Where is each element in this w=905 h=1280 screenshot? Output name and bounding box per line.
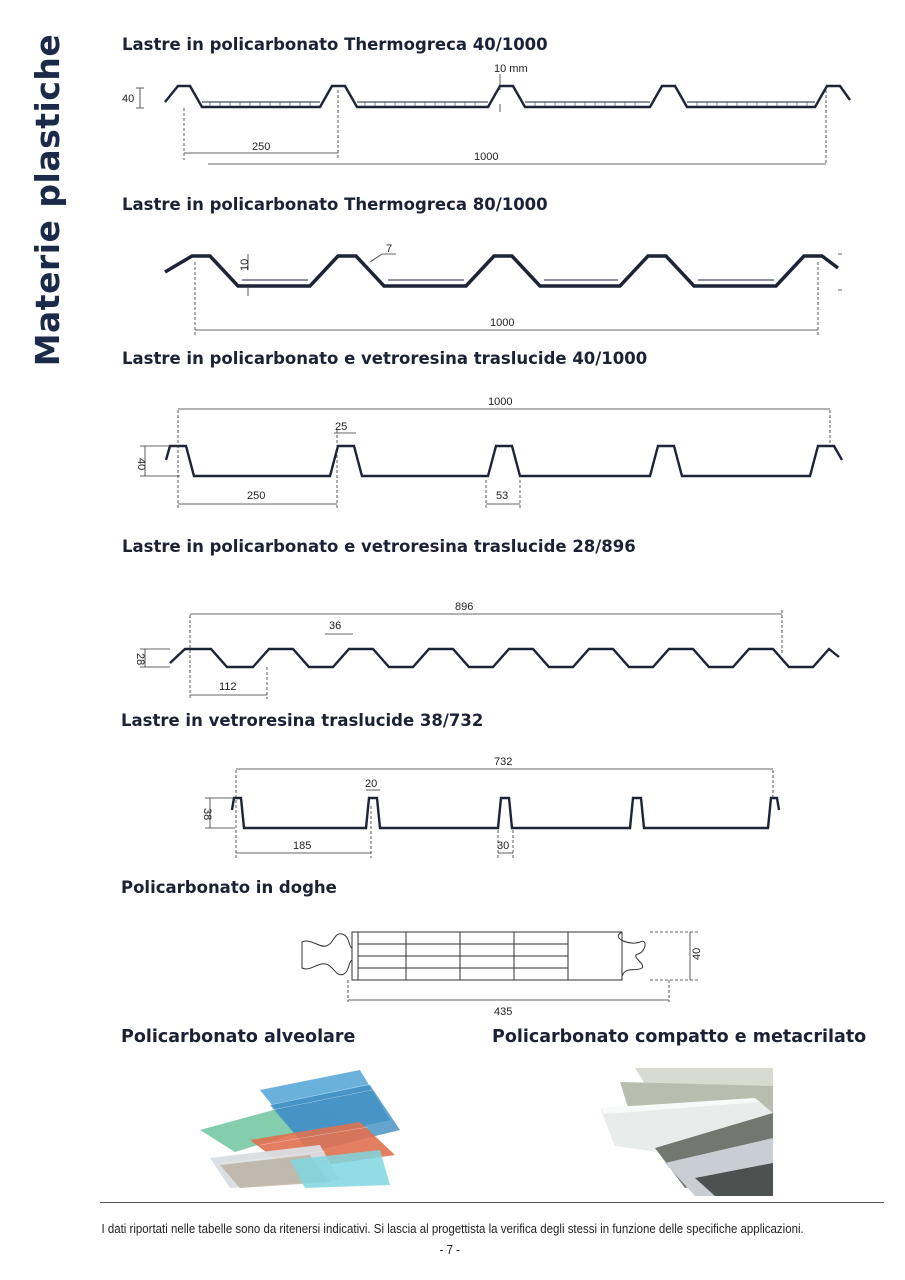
profile-drawing-thermogreca-40	[110, 60, 860, 170]
dim-height: 28	[134, 653, 146, 666]
photo-alveolare-art	[190, 1060, 405, 1190]
profile-outline	[165, 256, 838, 286]
profile-outline	[232, 798, 779, 828]
dim-wall: 10 mm	[494, 63, 528, 75]
section-title-alveolare: Policarbonato alveolare	[121, 1027, 356, 1047]
dim-pitch: 250	[247, 490, 266, 502]
footer-divider	[100, 1202, 884, 1203]
section-title-traslucide-28: Lastre in policarbonato e vetroresina traslucide 28/896	[122, 537, 636, 556]
plank-section	[302, 932, 645, 980]
dim-width: 1000	[490, 317, 515, 329]
profile-drawing-doghe	[290, 920, 730, 1030]
dim-height: 40	[122, 93, 135, 105]
sidebar-title-text: Materie plastiche	[28, 33, 67, 367]
page-number: - 7 -	[439, 1243, 461, 1257]
dim-base: 53	[496, 490, 509, 502]
dim-pitch: 112	[219, 681, 237, 693]
profile-outline	[166, 446, 842, 476]
profile-drawing-thermogreca-80	[150, 240, 860, 340]
footer-note: I dati riportati nelle tabelle sono da ritenersi indicativi. Si lascia al progettista la verifica degli stessi in funzione delle specifiche applicazioni.	[101, 1222, 804, 1236]
sidebar-title	[28, 20, 68, 380]
dim-height: 40	[691, 947, 703, 960]
section-title-traslucide-40: Lastre in policarbonato e vetroresina traslucide 40/1000	[122, 349, 648, 368]
section-title-thermogreca-40: Lastre in policarbonato Thermogreca 40/1000	[122, 35, 548, 54]
section-title-doghe: Policarbonato in doghe	[121, 878, 337, 897]
dim-width: 1000	[474, 151, 499, 163]
section-title-vetroresina-38: Lastre in vetroresina traslucide 38/732	[121, 711, 484, 730]
dim-pitch: 185	[293, 840, 312, 852]
dim-base: 30	[497, 840, 510, 852]
profile-outline	[170, 649, 839, 667]
dim-width: 896	[455, 601, 474, 613]
photo-compatto	[595, 1068, 773, 1196]
dim-crest: 20	[365, 778, 378, 790]
dim-width: 1000	[488, 396, 513, 408]
dim-crest: 25	[335, 421, 348, 433]
dim-width: 732	[494, 756, 513, 768]
photo-compatto-art	[595, 1068, 773, 1196]
profile-drawing-traslucide-28	[115, 595, 855, 705]
dim-crest: 36	[329, 620, 342, 632]
dim-height: 40	[135, 458, 147, 471]
section-title-thermogreca-80: Lastre in policarbonato Thermogreca 80/1000	[122, 195, 548, 214]
dim-thickness: 10	[239, 258, 251, 271]
dim-cell: 7	[386, 243, 393, 255]
profile-drawing-traslucide-40	[110, 390, 860, 520]
dim-width: 435	[494, 1006, 513, 1018]
photo-alveolare	[190, 1060, 405, 1190]
dim-pitch: 250	[252, 141, 271, 153]
dim-height: 38	[201, 808, 213, 821]
section-title-compatto: Policarbonato compatto e metacrilato	[492, 1027, 867, 1047]
profile-drawing-vetroresina-38	[180, 750, 800, 870]
